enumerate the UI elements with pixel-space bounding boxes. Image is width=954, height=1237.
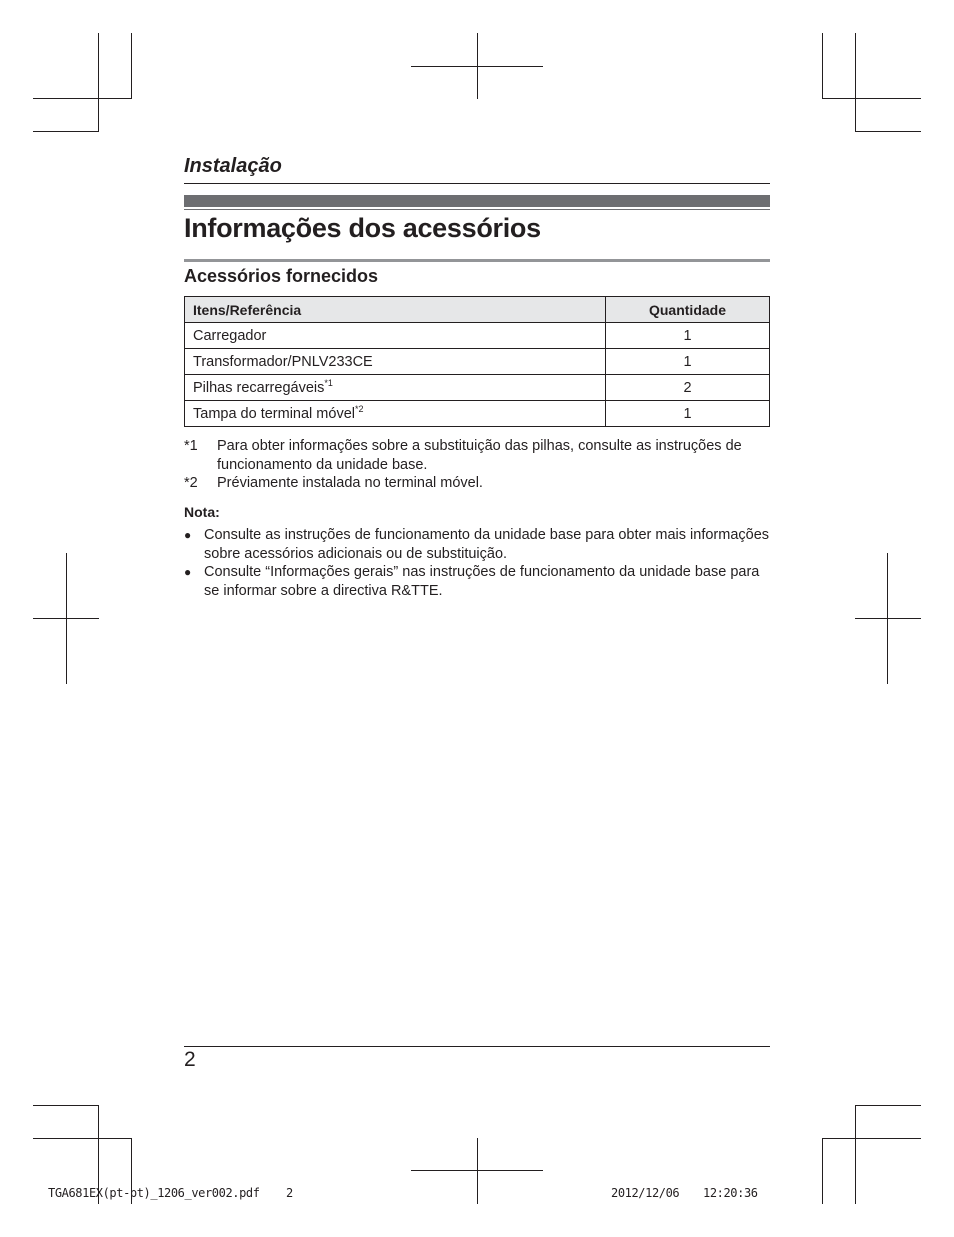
crop-mark [822, 33, 823, 99]
crop-mark [855, 1105, 921, 1106]
crop-mark [33, 1138, 132, 1139]
section-label: Instalação [184, 155, 282, 177]
registration-mark [477, 1138, 478, 1204]
crop-mark [33, 98, 132, 99]
table-row [185, 375, 770, 401]
crop-mark [822, 1138, 921, 1139]
crop-mark [98, 33, 99, 132]
registration-mark [33, 618, 99, 619]
print-time: 12:20:36 [703, 1186, 758, 1200]
crop-mark [822, 98, 921, 99]
item-cell [185, 375, 606, 401]
title-underline [184, 259, 770, 262]
title-bar [184, 195, 770, 207]
item-cell [185, 323, 606, 349]
crop-mark [822, 1138, 823, 1204]
section-divider [184, 183, 770, 184]
accessories-table [184, 296, 770, 427]
crop-mark [855, 1105, 856, 1204]
footnotes [184, 437, 770, 493]
page-title: Informações dos acessórios [184, 213, 541, 243]
quantity-cell: 1 [606, 401, 770, 427]
registration-mark [855, 618, 921, 619]
print-page: 2 [286, 1186, 293, 1200]
footnote-reference: *2 [355, 403, 364, 414]
bullet-icon: ● [184, 528, 192, 542]
item-name: Pilhas recarregáveis [193, 379, 325, 396]
footnote-item [184, 437, 770, 474]
print-filename: TGA681EX(pt-pt)_1206_ver002.pdf [48, 1186, 260, 1200]
table-row [185, 349, 770, 375]
quantity-cell: 1 [606, 323, 770, 349]
note-label: Nota: [184, 504, 220, 520]
crop-mark [855, 33, 856, 132]
item-cell [185, 349, 606, 375]
item-name: Tampa do terminal móvel [193, 405, 355, 422]
column-header-items: Itens/Referência [185, 297, 606, 323]
page-number: 2 [184, 1048, 196, 1071]
crop-mark [855, 131, 921, 132]
bullet-icon: ● [184, 565, 192, 579]
item-cell [185, 401, 606, 427]
footnote-mark: *2 [184, 475, 198, 491]
registration-mark [477, 33, 478, 99]
footnote-item [184, 474, 770, 493]
title-bar-rule [184, 209, 770, 210]
footer-divider [184, 1046, 770, 1047]
note-list [184, 526, 774, 600]
item-name: Carregador [193, 327, 267, 344]
crop-mark [131, 33, 132, 99]
note-item [184, 526, 774, 563]
subsection-title: Acessórios fornecidos [184, 266, 379, 286]
note-item [184, 563, 774, 600]
table-header-row [185, 297, 770, 323]
quantity-cell: 2 [606, 375, 770, 401]
item-name: Transformador/PNLV233CE [193, 353, 373, 370]
column-header-quantity: Quantidade [606, 297, 770, 323]
table-row [185, 401, 770, 427]
quantity-cell: 1 [606, 349, 770, 375]
footnote-mark: *1 [184, 438, 198, 454]
crop-mark [33, 1105, 99, 1106]
crop-mark [33, 131, 99, 132]
print-date: 2012/12/06 [611, 1186, 680, 1200]
note-text: Consulte “Informações gerais” nas instruções de funcionamento da unidade base para se informar sobre a directiva R&TTE. [204, 564, 760, 599]
table-row [185, 323, 770, 349]
footnote-text: Para obter informações sobre a substituição das pilhas, consulte as instruções de funcionamento da unidade base. [217, 438, 742, 473]
note-text: Consulte as instruções de funcionamento da unidade base para obter mais informações sobre acessórios adicionais ou de substituição. [204, 527, 770, 562]
footnote-reference: *1 [324, 377, 333, 388]
footnote-text: Préviamente instalada no terminal móvel. [217, 475, 483, 491]
